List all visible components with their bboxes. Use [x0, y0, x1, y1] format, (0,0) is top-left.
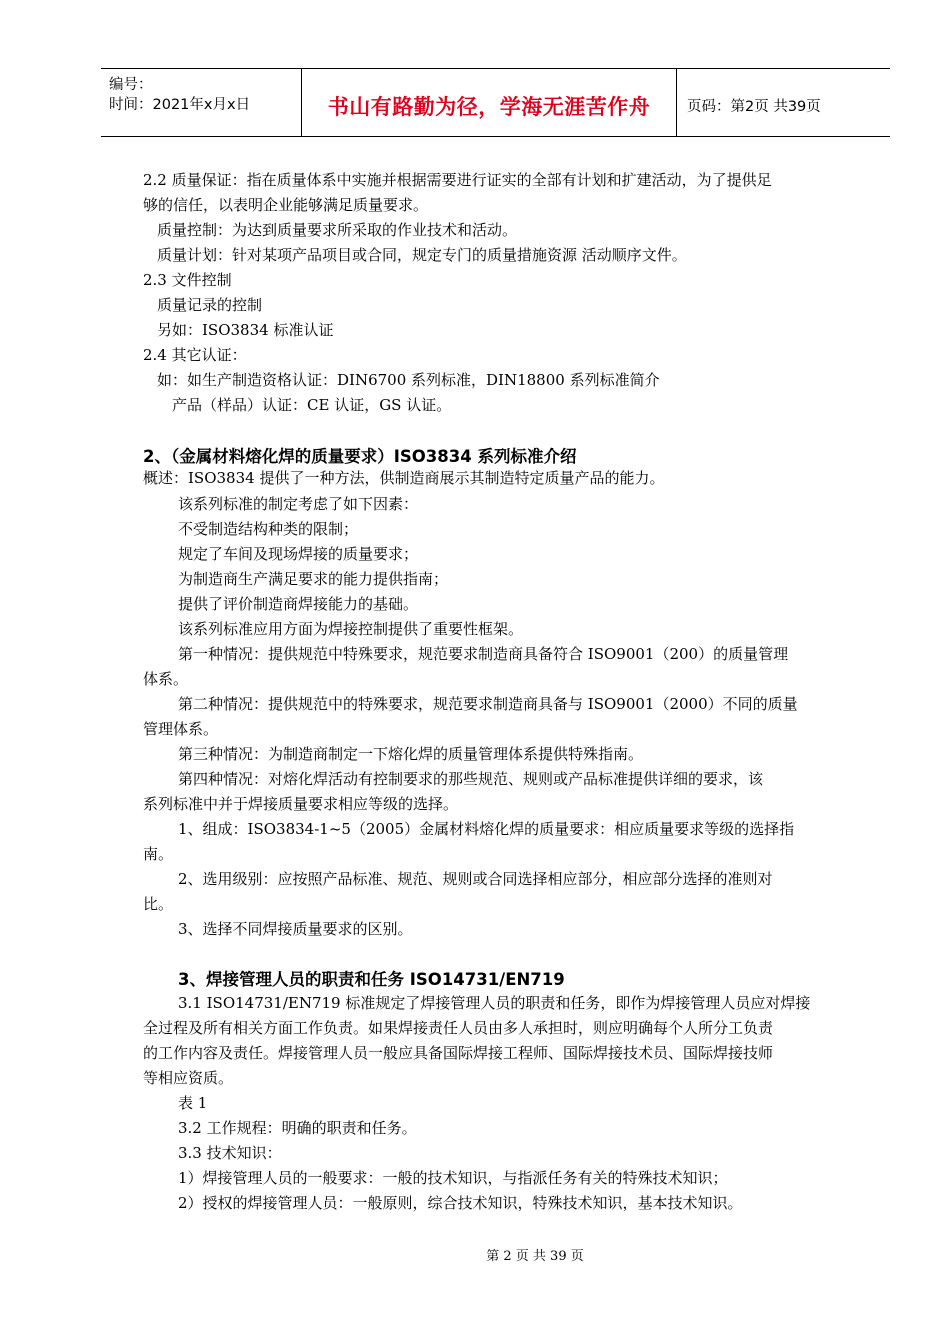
paragraph-line: 第三种情况：为制造商制定一下熔化焊的质量管理体系提供特殊指南。 [178, 745, 644, 763]
header-page-info: 页码：第2页 共39页 [687, 99, 821, 115]
paragraph-line: 质量记录的控制 [157, 296, 263, 314]
paragraph-line: 等相应资质。 [143, 1069, 234, 1087]
paragraph-line: 3.3 技术知识： [178, 1144, 282, 1162]
paragraph-line: 2.2 质量保证：指在质量体系中实施并根据需要进行证实的全部有计划和扩建活动，为了提供足 [143, 171, 772, 189]
paragraph-line: 质量计划：针对某项产品项目或合同，规定专门的质量措施资源 活动顺序文件。 [157, 246, 687, 264]
paragraph-line: 3.1 ISO14731/EN719 标准规定了焊接管理人员的职责和任务，即作为焊接管理人员应对焊接 [178, 994, 811, 1012]
page-header [101, 68, 890, 137]
paragraph-line: 该系列标准应用方面为焊接控制提供了重要性框架。 [178, 620, 524, 638]
paragraph-line: 概述：ISO3834 提供了一种方法，供制造商展示其制造特定质量产品的能力。 [143, 469, 665, 487]
header-motto: 书山有路勤为径，学海无涯苦作舟 [327, 95, 651, 119]
header-meta-cell [101, 69, 302, 136]
paragraph-line: 管理体系。 [143, 720, 219, 738]
document-date-label: 时间：2021年x月x日 [109, 97, 251, 113]
header-motto-cell [302, 69, 677, 136]
chapter-heading: 3、焊接管理人员的职责和任务 ISO14731/EN719 [178, 970, 565, 989]
paragraph-line: 质量控制：为达到质量要求所采取的作业技术和活动。 [157, 221, 518, 239]
list-item: 1）焊接管理人员的一般要求：一般的技术知识，与指派任务有关的特殊技术知识； [178, 1169, 728, 1187]
page-footer: 第 2 页 共 39 页 [486, 1249, 584, 1264]
paragraph-line: 3.2 工作规程：明确的职责和任务。 [178, 1119, 417, 1137]
paragraph-line: 第四种情况：对熔化焊活动有控制要求的那些规范、规则或产品标准提供详细的要求，该 [178, 770, 764, 788]
paragraph-line: 第二种情况：提供规范中的特殊要求，规范要求制造商具备与 ISO9001（2000）不同的质量 [178, 695, 798, 713]
paragraph-line: 体系。 [143, 670, 189, 688]
paragraph-line: 的工作内容及责任。焊接管理人员一般应具备国际焊接工程师、国际焊接技术员、国际焊接技师 [143, 1044, 774, 1062]
paragraph-line: 系列标准中并于焊接质量要求相应等级的选择。 [143, 795, 459, 813]
list-item: 提供了评价制造商焊接能力的基础。 [178, 595, 419, 613]
table-caption: 表 1 [178, 1094, 208, 1112]
chapter-heading: 2、（金属材料熔化焊的质量要求）ISO3834 系列标准介绍 [143, 447, 577, 466]
paragraph-line: 如：如生产制造资格认证：DIN6700 系列标准，DIN18800 系列标准简介 [157, 371, 660, 389]
paragraph-line: 1、组成：ISO3834-1~5（2005）金属材料熔化焊的质量要求：相应质量要求等级的选择指 [178, 820, 795, 838]
paragraph-line: 南。 [143, 845, 174, 863]
list-item: 不受制造结构种类的限制； [178, 520, 359, 538]
paragraph-line: 够的信任，以表明企业能够满足质量要求。 [143, 196, 429, 214]
paragraph-line: 2、选用级别：应按照产品标准、规范、规则或合同选择相应部分，相应部分选择的准则对 [178, 870, 773, 888]
paragraph-line: 比。 [143, 895, 174, 913]
header-page-cell [677, 69, 890, 136]
section-heading: 2.3 文件控制 [143, 271, 232, 289]
list-item: 规定了车间及现场焊接的质量要求； [178, 545, 419, 563]
paragraph-line: 产品（样品）认证：CE 认证，GS 认证。 [172, 396, 452, 414]
list-item: 为制造商生产满足要求的能力提供指南； [178, 570, 449, 588]
section-heading: 2.4 其它认证： [143, 346, 247, 364]
document-number-label: 编号： [109, 77, 153, 93]
list-item: 2）授权的焊接管理人员：一般原则，综合技术知识，特殊技术知识，基本技术知识。 [178, 1194, 743, 1212]
paragraph-line: 另如：ISO3834 标准认证 [157, 321, 334, 339]
paragraph-line: 3、选择不同焊接质量要求的区别。 [178, 920, 413, 938]
paragraph-line: 该系列标准的制定考虑了如下因素： [178, 495, 419, 513]
paragraph-line: 第一种情况：提供规范中特殊要求，规范要求制造商具备符合 ISO9001（200）的质量管理 [178, 645, 789, 663]
paragraph-line: 全过程及所有相关方面工作负责。如果焊接责任人员由多人承担时，则应明确每个人所分工负责 [143, 1019, 774, 1037]
